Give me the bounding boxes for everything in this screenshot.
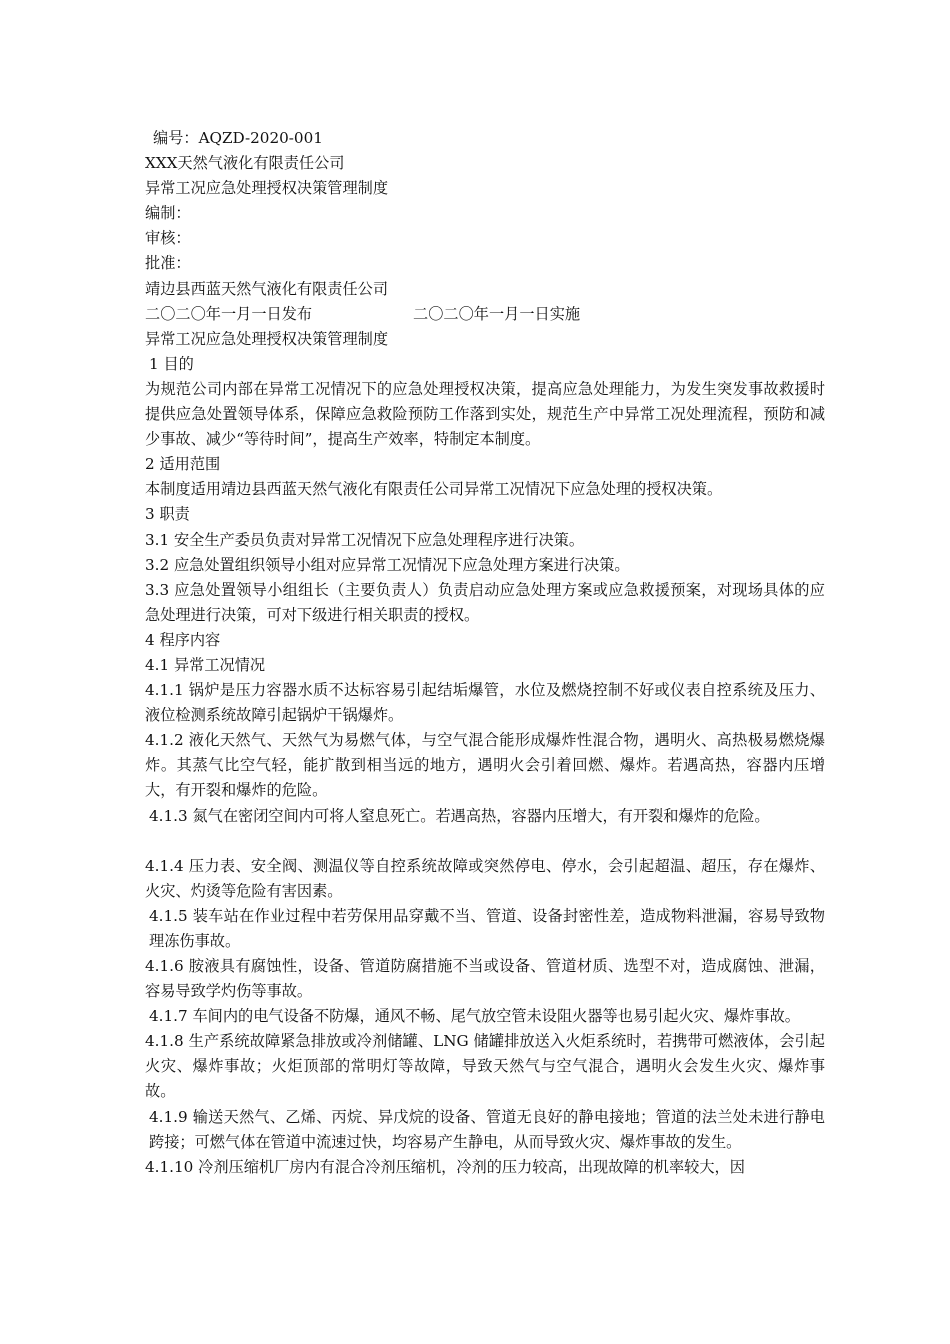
section-4-1-8-text: 4.1.8 生产系统故障紧急排放或冷剂储罐、LNG 储罐排放送入火炬系统时，若携带可燃液体，会引起火灾、爆炸事故；火炬顶部的常明灯等故障，导致天然气与空气混合，遇明火会发生火灾、爆炸事故。 (145, 1032, 825, 1101)
section-4-1-4-text: 4.1.4 压力表、安全阀、测温仪等自控系统故障或突然停电、停水，会引起超温、超压，存在爆炸、火灾、灼烫等危险有害因素。 (145, 856, 825, 900)
document-title: 异常工况应急处理授权决策管理制度 (145, 179, 388, 198)
section-4-1-1-text: 4.1.1 锅炉是压力容器水质不达标容易引起结垢爆管，水位及燃烧控制不好或仪表自控系统及压力、液位检测系统故障引起锅炉干锅爆炸。 (145, 681, 825, 725)
issuer-name: 靖边县西蓝天然气液化有限责任公司 (145, 279, 388, 298)
section-4-1-6-text: 4.1.6 胺液具有腐蚀性，设备、管道防腐措施不当或设备、管道材质、选型不对，造成腐蚀、泄漏，容易导致学灼伤等事故。 (145, 957, 825, 1001)
section-1-text: 为规范公司内部在异常工况情况下的应急处理授权决策，提高应急处理能力，为发生突发事故救援时提供应急处置领导体系，保障应急救险预防工作落到实处，规范生产中异常工况处理流程，预防和减少事故、减少“等待时间”，提高生产效率，特制定本制度。 (145, 379, 825, 449)
section-3-2-text: 3.2 应急处置组织领导小组对应异常工况情况下应急处理方案进行决策。 (145, 555, 630, 574)
section-3-1-text: 3.1 安全生产委员负责对异常工况情况下应急处理程序进行决策。 (145, 530, 585, 549)
doc-number: 编号：AQZD-2020-001 (153, 129, 323, 147)
blank-line (145, 829, 825, 854)
section-2-text: 本制度适用靖边县西蓝天然气液化有限责任公司异常工况情况下应急处理的授权决策。 (145, 480, 723, 499)
prepared-by-field: 编制： (145, 204, 191, 223)
section-1-heading: 1 目的 (149, 354, 194, 373)
section-3-3-text: 3.3 应急处置领导小组组长（主要负责人）负责启动应急处理方案或应急救援预案，对现场具体的应急处理进行决策，可对下级进行相关职责的授权。 (145, 580, 825, 624)
section-2-heading: 2 适用范围 (145, 455, 221, 474)
document-title-repeat: 异常工况应急处理授权决策管理制度 (145, 329, 388, 348)
document-body (145, 126, 825, 1180)
release-date: 二〇二〇年一月一日发布 (145, 304, 313, 323)
section-4-1-2-text: 4.1.2 液化天然气、天然气为易燃气体，与空气混合能形成爆炸性混合物，遇明火、高热极易燃烧爆炸。其蒸气比空气轻，能扩散到相当远的地方，遇明火会引着回燃、爆炸。若遇高热，容器内压增大，有开裂和爆炸的危险。 (145, 731, 825, 800)
section-4-1-5-text: 4.1.5 装车站在作业过程中若劳保用品穿戴不当、管道、设备封密性差，造成物料泄漏，容易导致物理冻伤事故。 (149, 906, 825, 950)
company-name: XXX天然气液化有限责任公司 (145, 154, 345, 173)
section-4-1-10-text: 4.1.10 冷剂压缩机厂房内有混合冷剂压缩机，冷剂的压力较高，出现故障的机率较大，因 (145, 1157, 745, 1176)
reviewed-by-field: 审核： (145, 229, 191, 248)
section-4-1-heading: 4.1 异常工况情况 (145, 655, 266, 674)
section-4-heading: 4 程序内容 (145, 630, 221, 649)
section-4-1-3-text: 4.1.3 氮气在密闭空间内可将人窒息死亡。若遇高热，容器内压增大，有开裂和爆炸的危险。 (149, 806, 770, 825)
section-3-heading: 3 职责 (145, 505, 190, 524)
date-row (145, 302, 825, 327)
effective-date: 二〇二〇年一月一日实施 (413, 304, 581, 323)
approved-by-field: 批准： (145, 254, 191, 273)
section-4-1-9-text: 4.1.9 输送天然气、乙烯、丙烷、异戊烷的设备、管道无良好的静电接地；管道的法兰处未进行静电跨接；可燃气体在管道中流速过快，均容易产生静电，从而导致火灾、爆炸事故的发生。 (149, 1107, 825, 1151)
section-4-1-7-text: 4.1.7 车间内的电气设备不防爆，通风不畅、尾气放空管未设阻火器等也易引起火灾、爆炸事故。 (149, 1007, 800, 1026)
